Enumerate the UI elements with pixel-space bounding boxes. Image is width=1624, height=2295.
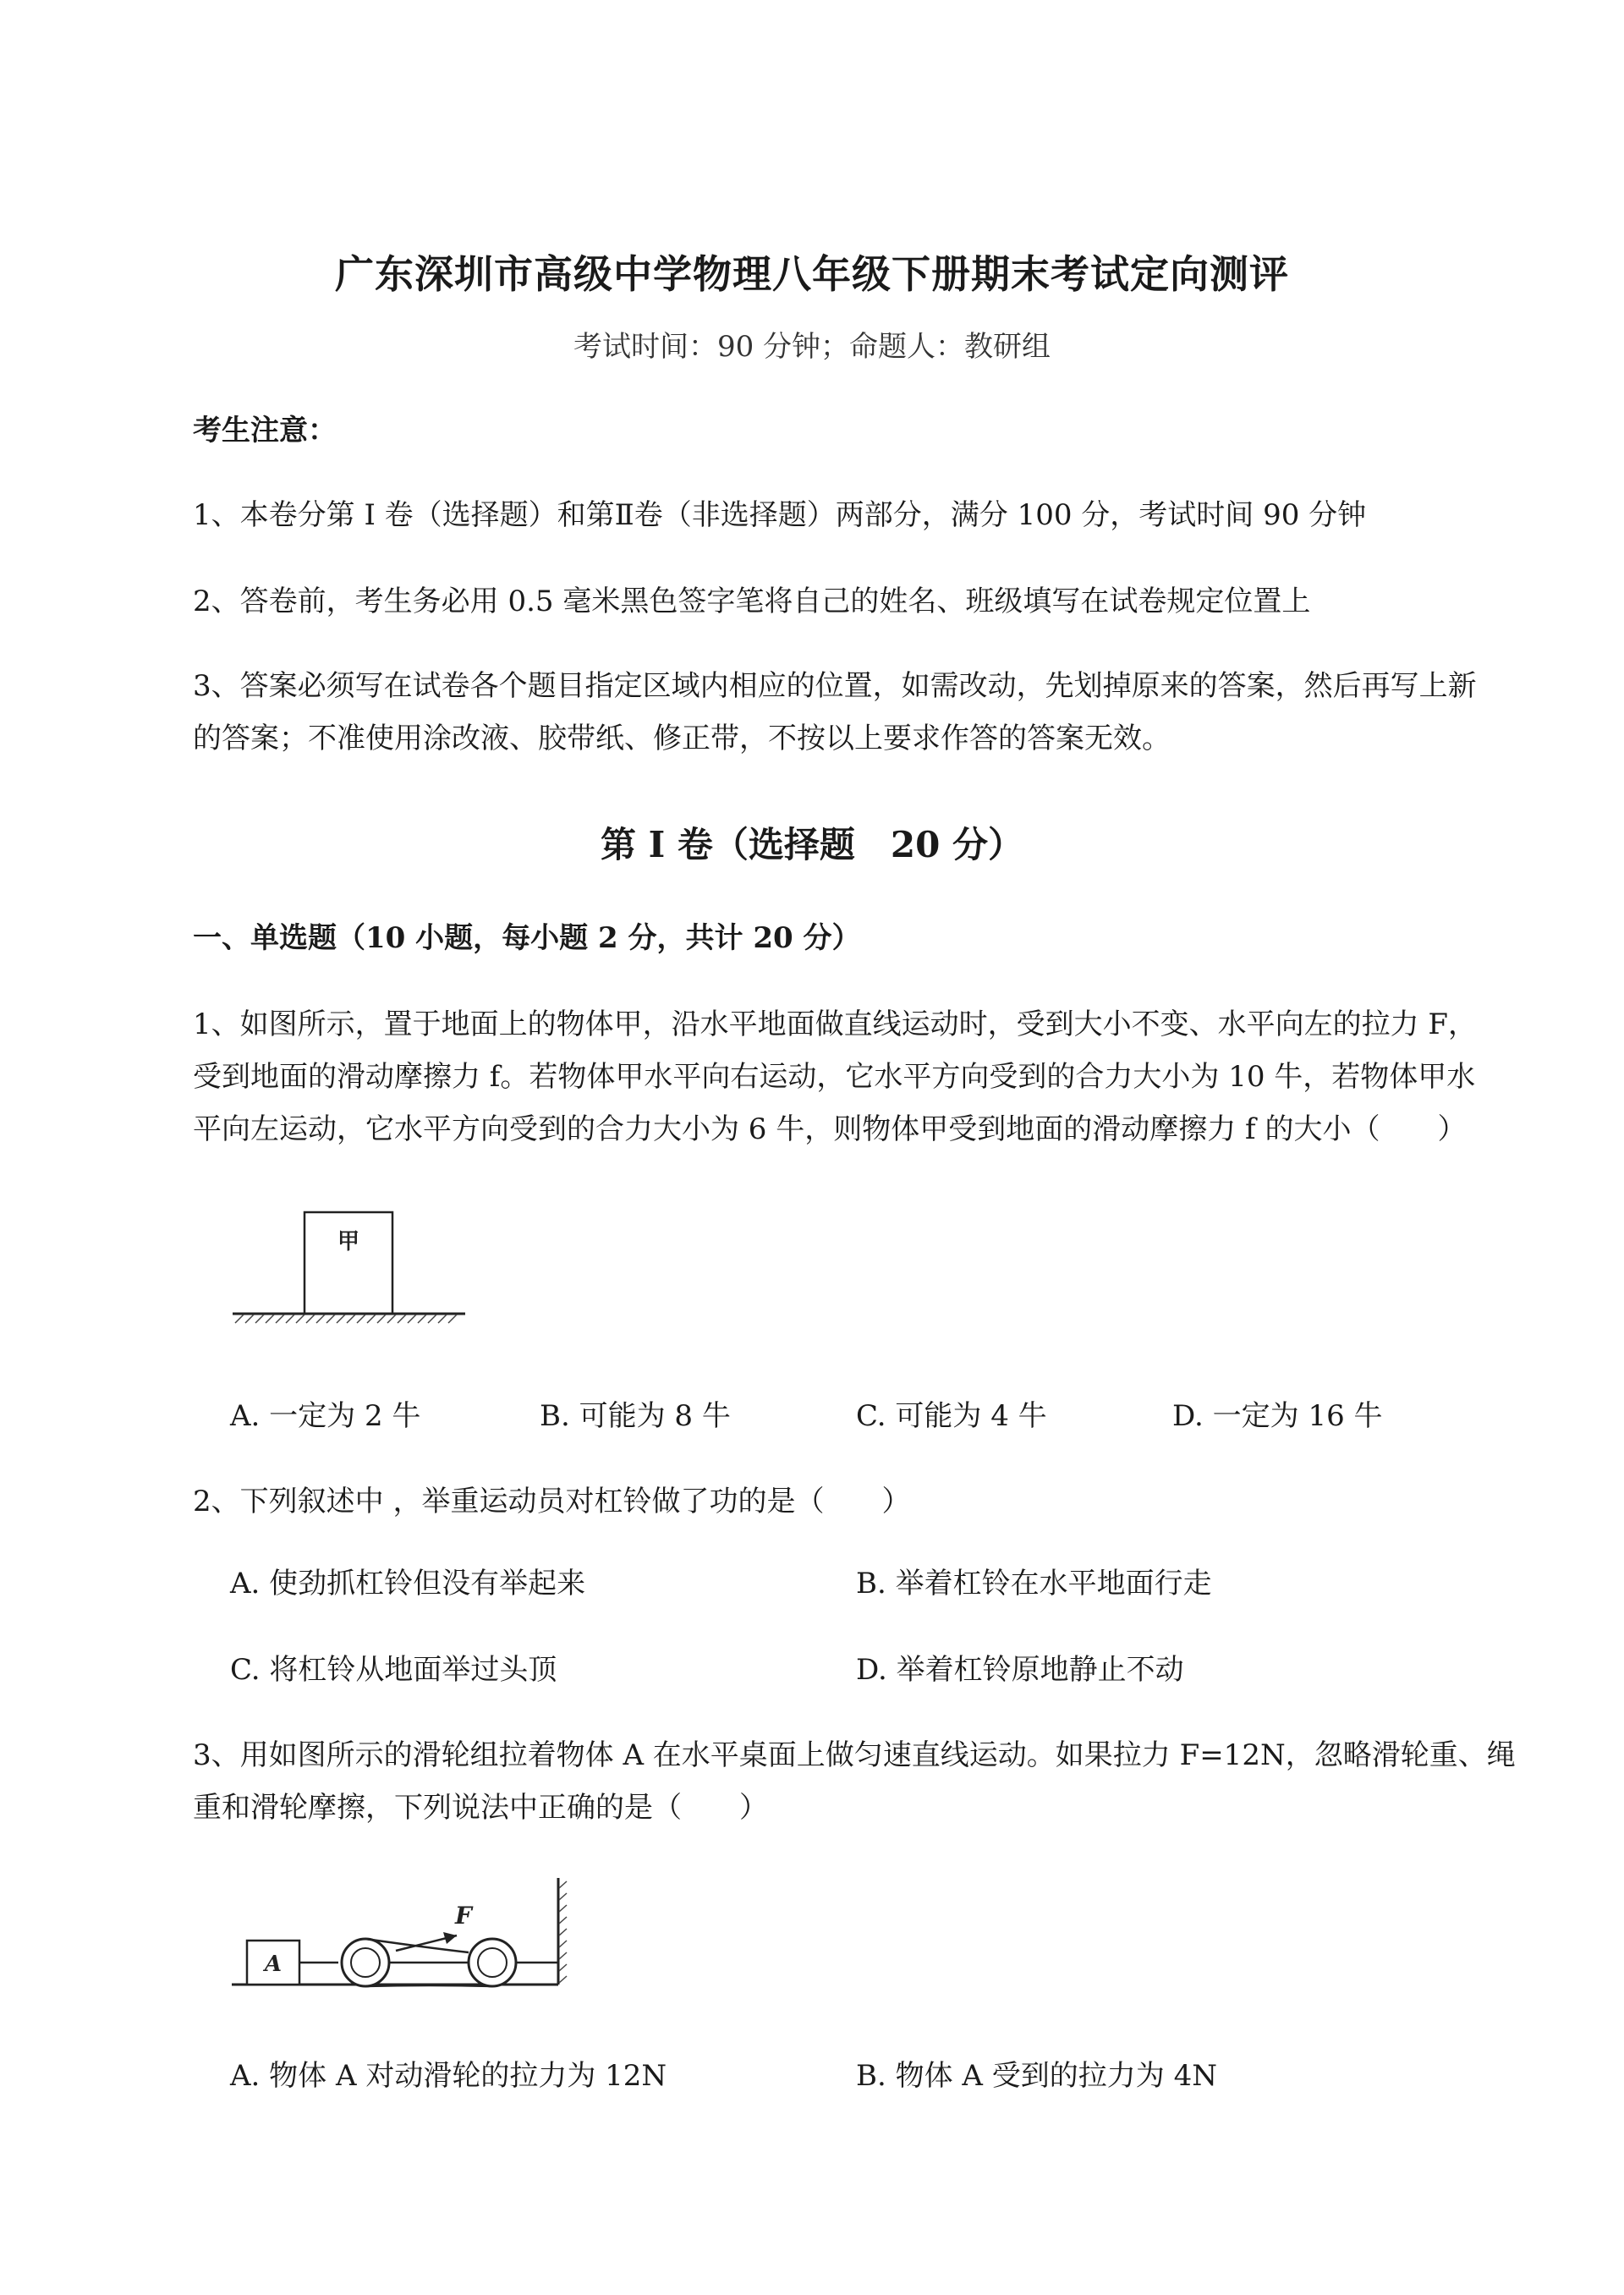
q2-option-c[interactable]: C. 将杠铃从地面举过头顶 (230, 1653, 557, 1687)
exam-subtitle: 考试时间：90 分钟；命题人：教研组 (573, 330, 1051, 364)
q3-rope (365, 1939, 558, 1986)
notice-item-1: 1、本卷分第 I 卷（选择题）和第Ⅱ卷（非选择题）两部分，满分 100 分，考试时间 90 分钟 (193, 498, 1367, 532)
q3-line-1: 3、用如图所示的滑轮组拉着物体 A 在水平桌面上做匀速直线运动。如果拉力 F=12N，忽略滑轮重、绳 (193, 1738, 1516, 1772)
q1-block-label: 甲 (337, 1229, 360, 1255)
q1-ground-hatch (235, 1315, 457, 1323)
q3-force-label: F (455, 1902, 472, 1930)
q1-option-c[interactable]: C. 可能为 4 牛 (856, 1399, 1047, 1433)
notice-item-2: 2、答卷前，考生务必用 0.5 毫米黑色签字笔将自己的姓名、班级填写在试卷规定位置上 (193, 585, 1311, 618)
q2-line-1: 2、下列叙述中 ，举重运动员对杠铃做了功的是（ ） (193, 1485, 911, 1518)
q1-line-3: 平向左运动，它水平方向受到的合力大小为 6 牛，则物体甲受到地面的滑动摩擦力 f 的大小（ ） (193, 1112, 1467, 1146)
q1-option-d[interactable]: D. 一定为 16 牛 (1172, 1399, 1383, 1433)
section-title: 第 I 卷（选择题 20 分） (601, 824, 1023, 865)
q2-option-b[interactable]: B. 举着杠铃在水平地面行走 (856, 1567, 1212, 1600)
q3-option-b[interactable]: B. 物体 A 受到的拉力为 4N (856, 2059, 1217, 2093)
q1-line-1: 1、如图所示，置于地面上的物体甲，沿水平地面做直线运动时，受到大小不变、水平向左的拉力 F， (193, 1007, 1478, 1041)
q1-option-a[interactable]: A. 一定为 2 牛 (230, 1399, 421, 1433)
notice-item-3-cont: 的答案；不准使用涂改液、胶带纸、修正带，不按以上要求作答的答案无效。 (193, 722, 1171, 755)
notice-item-3: 3、答案必须写在试卷各个题目指定区域内相应的位置，如需改动，先划掉原来的答案，然后再写上新 (193, 669, 1477, 703)
q3-figure (230, 1869, 568, 2005)
q3-movable-pulley (342, 1939, 389, 1986)
q3-wall-hatch (559, 1881, 567, 1983)
q3-line-2: 重和滑轮摩擦，下列说法中正确的是（ ） (193, 1791, 768, 1825)
q1-line-2: 受到地面的滑动摩擦力 f。若物体甲水平向右运动，它水平方向受到的合力大小为 10 牛，若物体甲水 (193, 1060, 1476, 1094)
q1-block (304, 1212, 392, 1314)
part-heading: 一、单选题（10 小题，每小题 2 分，共计 20 分） (193, 921, 861, 955)
q1-option-b[interactable]: B. 可能为 8 牛 (540, 1399, 731, 1433)
q3-block-label: A (264, 1952, 283, 1977)
q2-option-d[interactable]: D. 举着杠铃原地静止不动 (856, 1653, 1184, 1687)
q3-fixed-pulley (469, 1939, 516, 1986)
q3-force-arrowhead (443, 1932, 457, 1944)
q2-option-a[interactable]: A. 使劲抓杠铃但没有举起来 (230, 1567, 586, 1600)
q1-figure (228, 1208, 474, 1335)
notice-heading: 考生注意： (193, 414, 337, 447)
q3-option-a[interactable]: A. 物体 A 对动滑轮的拉力为 12N (230, 2059, 667, 2093)
exam-title: 广东深圳市高级中学物理八年级下册期末考试定向测评 (335, 251, 1289, 297)
